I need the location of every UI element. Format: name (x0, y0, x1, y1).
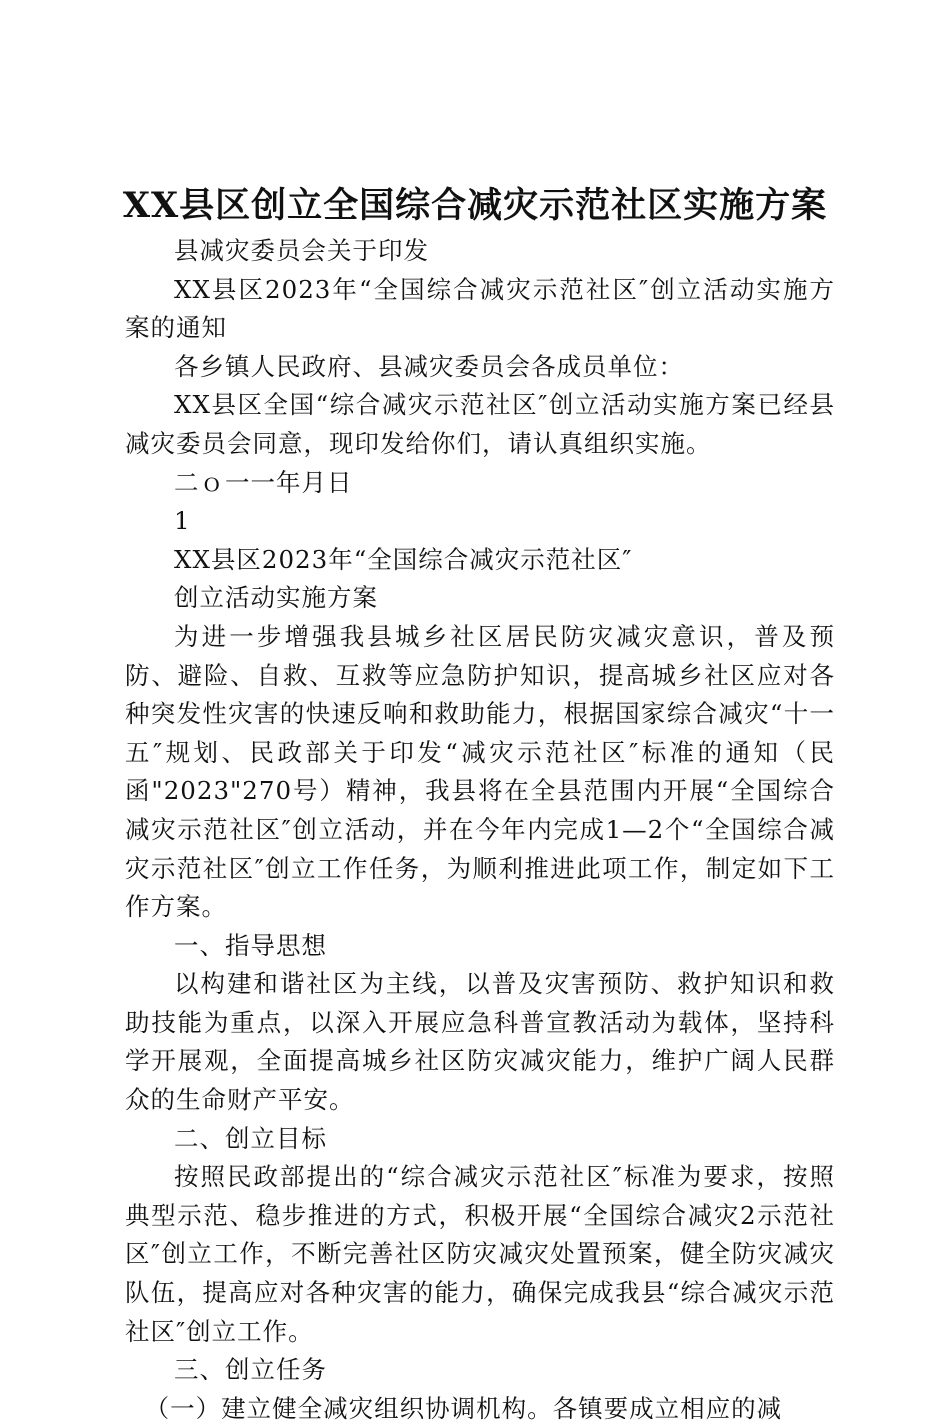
paragraph: 二ｏ一一年月日 (174, 467, 353, 497)
paragraph: XX县区2023年“全国综合减灾示范社区″ (174, 544, 633, 574)
document-body (125, 232, 835, 1428)
paragraph: （一）建立健全减灾组织协调机构。各镇要成立相应的减 (144, 1393, 783, 1423)
document-title: XX县区创立全国综合减灾示范社区实施方案 (122, 185, 828, 226)
paragraph: XX县区2023年“全国综合减灾示范社区″创立活动实施方案的通知 (125, 274, 835, 343)
paragraph: 为进一步增强我县城乡社区居民防灾减灾意识，普及预防、避险、自救、互救等应急防护知识，提高城乡社区应对各种突发性灾害的快速反响和救助能力，根据国家综合减灾“十一五″规划、民政部关于印发“减灾示范社区″标准的通知（民函"2023"270号）精神，我县将在全县范围内开展“全国综合减灾示范社区″创立活动，并在今年内完成1—2个“全国综合减灾示范社区″创立工作任务，为顺利推进此项工作，制定如下工作方案。 (125, 621, 835, 922)
paragraph: 各乡镇人民政府、县减灾委员会各成员单位： (174, 351, 684, 381)
paragraph: 以构建和谐社区为主线，以普及灾害预防、救护知识和救助技能为重点，以深入开展应急科普宣教活动为载体，坚持科学开展观，全面提高城乡社区防灾减灾能力，维护广阔人民群众的生命财产平安。 (125, 969, 835, 1115)
section-heading: 二、创立目标 (174, 1123, 327, 1153)
paragraph: 创立活动实施方案 (174, 583, 378, 613)
page-number: 1 (174, 506, 191, 536)
paragraph: 县减灾委员会关于印发 (174, 236, 429, 265)
section-heading: 三、创立任务 (174, 1355, 327, 1385)
section-heading: 一、指导思想 (174, 930, 327, 960)
paragraph: XX县区全国“综合减灾示范社区″创立活动实施方案已经县减灾委员会同意，现印发给你们，请认真组织实施。 (125, 390, 835, 458)
paragraph: 按照民政部提出的“综合减灾示范社区″标准为要求，按照典型示范、稳步推进的方式，积极开展“全国综合减灾2示范社区″创立工作，不断完善社区防灾减灾处置预案，健全防灾减灾队伍，提高应对各种灾害的能力，确保完成我县“综合减灾示范社区″创立工作。 (125, 1162, 835, 1346)
